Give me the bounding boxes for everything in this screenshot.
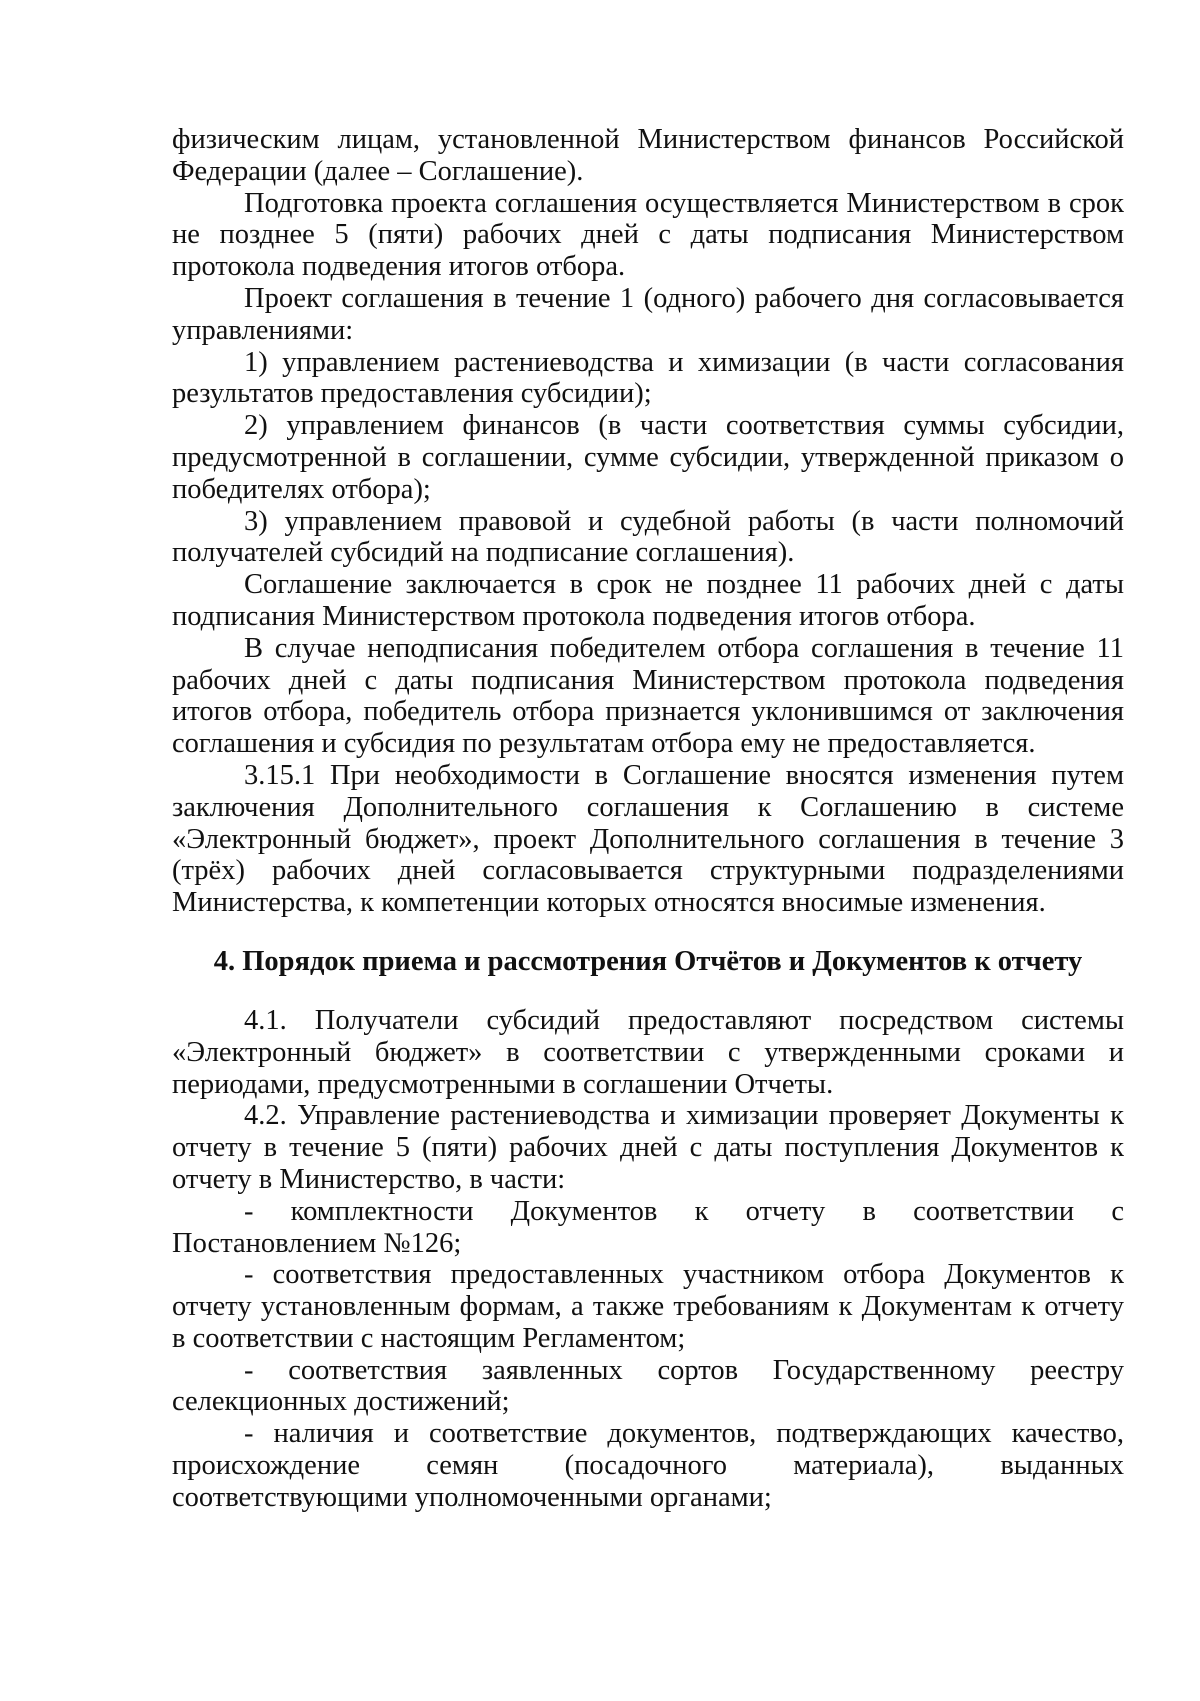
paragraph: физическим лицам, установленной Министерством финансов Российской Федерации (далее – Соглашение). — [172, 124, 1124, 187]
paragraph: Подготовка проекта соглашения осуществляется Министерством в срок не позднее 5 (пяти) рабочих дней с даты подписания Министерством протокола подведения итогов отбора. — [172, 187, 1124, 283]
list-item: - наличия и соответствие документов, подтверждающих качество, происхождение семян (посадочного материала), выданных соответствующими уполномоченными органами; — [172, 1418, 1124, 1513]
paragraph: Проект соглашения в течение 1 (одного) рабочего дня согласовывается управлениями: — [172, 282, 1124, 346]
list-item: - комплектности Документов к отчету в соответствии с Постановлением №126; — [172, 1195, 1124, 1259]
list-item: 3) управлением правовой и судебной работы (в части полномочий получателей субсидий на подписание соглашения). — [172, 505, 1124, 569]
list-item: - соответствия предоставленных участником отбора Документов к отчету установленным формам, а также требованиям к Документам к отчету в соответствии с настоящим Регламентом; — [172, 1259, 1124, 1354]
document-page — [172, 124, 1124, 1514]
paragraph: 3.15.1 При необходимости в Соглашение вносятся изменения путем заключения Дополнительного соглашения к Соглашению в системе «Электронный бюджет», проект Дополнительного соглашения в течение 3 (трёх) рабочих дней согласовывается структурными подразделениями Министерства, к компетенции которых относятся вносимые изменения. — [172, 759, 1124, 919]
paragraph: В случае неподписания победителем отбора соглашения в течение 11 рабочих дней с даты подписания Министерством протокола подведения итогов отбора, победитель отбора признается уклонившимся от заключения соглашения и субсидия по результатам отбора ему не предоставляется. — [172, 632, 1124, 760]
list-item: - соответствия заявленных сортов Государственному реестру селекционных достижений; — [172, 1354, 1124, 1418]
spacer — [172, 978, 1124, 1005]
spacer — [172, 919, 1124, 946]
paragraph: Соглашение заключается в срок не позднее 11 рабочих дней с даты подписания Министерством протокола подведения итогов отбора. — [172, 569, 1124, 632]
list-item: 1) управлением растениеводства и химизации (в части согласования результатов предоставления субсидии); — [172, 346, 1124, 410]
paragraph: 4.2. Управление растениеводства и химизации проверяет Документы к отчету в течение 5 (пяти) рабочих дней с даты поступления Документов к отчету в Министерство, в части: — [172, 1100, 1124, 1195]
list-item: 2) управлением финансов (в части соответствия суммы субсидии, предусмотренной в соглашении, сумме субсидии, утвержденной приказом о победителях отбора); — [172, 410, 1124, 505]
paragraph: 4.1. Получатели субсидий предоставляют посредством системы «Электронный бюджет» в соответствии с утвержденными сроками и периодами, предусмотренными в соглашении Отчеты. — [172, 1004, 1124, 1100]
section-heading: 4. Порядок приема и рассмотрения Отчётов и Документов к отчету — [213, 945, 1083, 977]
